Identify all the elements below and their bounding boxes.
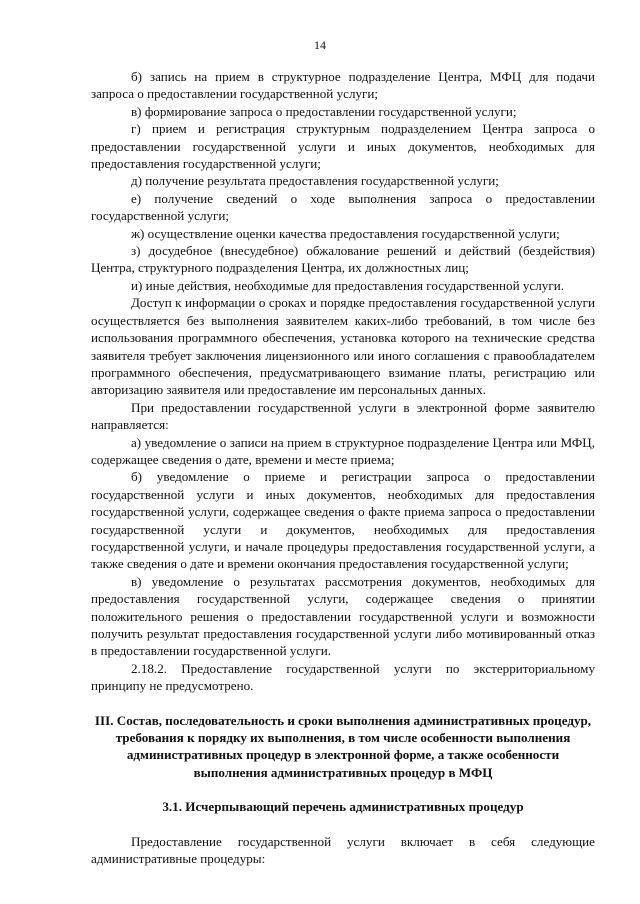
- body-paragraph: д) получение результата предоставления государственной услуги;: [131, 173, 499, 189]
- page-body: [91, 68, 595, 867]
- body-paragraph: г) прием и регистрация структурным подразделением Центра запроса о предоставлении государственной услуги и иных документов, необходимых для предоставления государственной услуги;: [91, 121, 595, 172]
- page-number: 14: [314, 38, 326, 52]
- subsection-heading: 3.1. Исчерпывающий перечень административных процедур: [162, 799, 524, 815]
- body-paragraph: б) уведомление о приеме и регистрации запроса о предоставлении государственной услуги и иных документов, необходимых для предоставления государственной услуги, содержащее сведения о факте приема запроса о предоставлении государственной услуги и документов, необходимых для предоставления государственной услуги, и начале процедуры предоставления государственной услуги, а также сведения о дате и времени окончания предоставления государственной услуги;: [91, 469, 595, 572]
- body-paragraph: Предоставление государственной услуги включает в себя следующие административные процедуры:: [91, 833, 595, 867]
- body-paragraph: е) получение сведений о ходе выполнения запроса о предоставлении государственной услуги;: [91, 190, 595, 224]
- body-text-top: [91, 68, 595, 695]
- body-paragraph: в) уведомление о результатах рассмотрения документов, необходимых для предоставления государственной услуги, содержащее сведения о принятии положительного решения о предоставлении государственной услуги и возможности получить результат предоставления государственной услуги либо мотивированный отказ в предоставлении государственной услуги.: [91, 573, 595, 659]
- body-text-bottom: [91, 833, 595, 868]
- body-paragraph: б) запись на прием в структурное подразделение Центра, МФЦ для подачи запроса о предоставлении государственной услуги;: [91, 69, 595, 102]
- body-paragraph: и) иные действия, необходимые для предоставления государственной услуги.: [131, 277, 564, 293]
- section-heading: III. Состав, последовательность и сроки выполнения административных процедур, требования к порядку их выполнения, в том числе особенности выполнения административных процедур в электронной форме, а также особенности выполнения административных процедур в МФЦ: [94, 712, 592, 780]
- body-paragraph: з) досудебное (внесудебное) обжалование решений и действий (бездействия) Центра, структурного подразделения Центра, их должностных лиц;: [91, 243, 595, 276]
- body-paragraph: а) уведомление о записи на прием в структурное подразделение Центра или МФЦ, содержащее сведения о дате, времени и месте приема;: [91, 434, 595, 467]
- body-paragraph: При предоставлении государственной услуги в электронной форме заявителю направляется:: [91, 399, 595, 433]
- body-paragraph: ж) осуществление оценки качества предоставления государственной услуги;: [131, 225, 560, 241]
- body-paragraph: Доступ к информации о сроках и порядке предоставления государственной услуги осуществляется без выполнения заявителем каких-либо требований, в том числе без использования программного обеспечения, установка которого на технические средства заявителя требует заключения лицензионного или иного соглашения с правообладателем программного обеспечения, предусматривающего взимание платы, регистрацию или авторизацию заявителя или предоставление им персональных данных.: [91, 295, 595, 398]
- body-paragraph: в) формирование запроса о предоставлении государственной услуги;: [131, 103, 517, 119]
- body-paragraph: 2.18.2. Предоставление государственной услуги по экстерриториальному принципу не предусмотрено.: [91, 660, 595, 694]
